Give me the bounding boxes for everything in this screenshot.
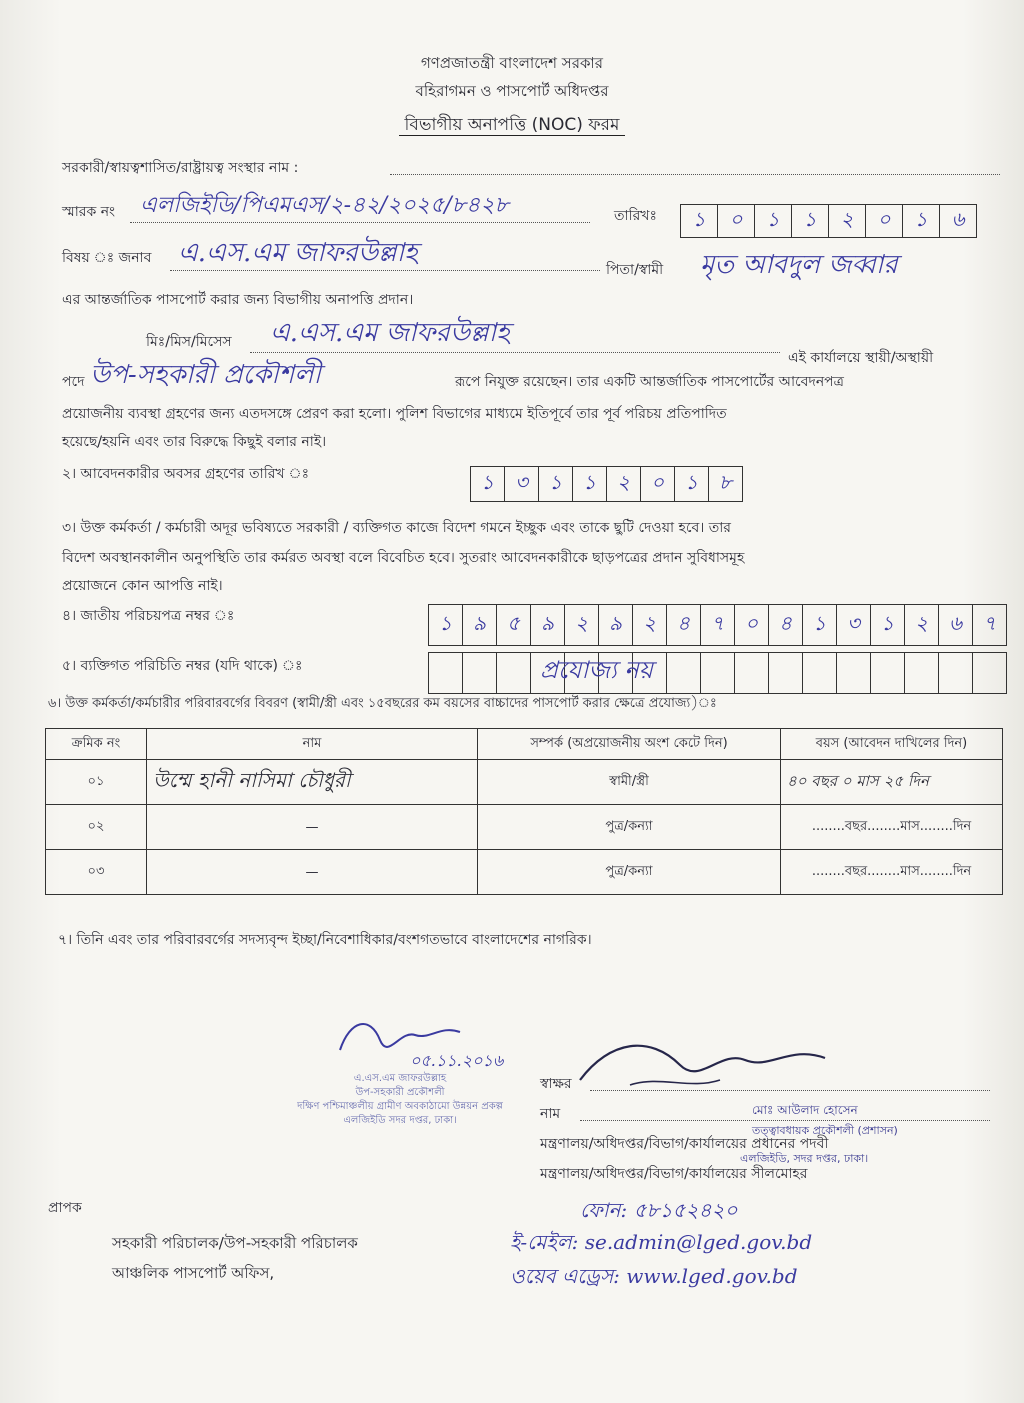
row-serial: ০২ [46,805,147,850]
dept-header: বহিরাগমন ও পাসপোর্ট অধিদপ্তর [415,82,609,100]
subject-line: এর আন্তর্জাতিক পাসপোর্ট করার জন্য বিভাগীয় অনাপত্তি প্রদান। [62,292,414,308]
item7: ৭। তিনি এবং তার পরিবারবর্গের সদস্যবৃন্দ ইচ্ছা/নিবেশাধিকার/বংশগতভাবে বাংলাদেশের নাগরিক। [58,932,592,948]
personal-id-box [667,653,701,693]
retirement-date-boxes [470,466,743,502]
date-label: তারিখঃ [614,208,657,224]
personal-id-box [905,653,939,693]
web: ওয়েব এড্রেস: www.lged.gov.bd [510,1264,798,1288]
row-serial: ০১ [46,760,147,805]
retire-digit-box: ১ [539,467,573,501]
row-relation: পুত্র/কন্যা [478,850,781,895]
para1-name-line [250,352,780,353]
para1-line4: হয়েছে/হয়নি এবং তার বিরুদ্ধে কিছুই বলার নাই। [62,434,327,450]
retire-digit-box: ২ [607,467,641,501]
post-label: পদে [62,374,85,390]
row-relation: পুত্র/কন্যা [478,805,781,850]
nid-digit-box: ৫ [497,605,531,645]
retire-digit-box: ৩ [505,467,539,501]
retire-digit-box: ১ [471,467,505,501]
memo-value: এলজিইডি/পিএমএস/২-৪২/২০২৫/৮৪২৮ [140,193,509,218]
stamp-line: উপ-সহকারী প্রকৌশলী [355,1087,445,1098]
col-age: বয়স (আবেদন দাখিলের দিন) [781,729,1003,760]
date-digit-box: ১ [681,205,718,237]
form-title-wrap [0,112,1024,140]
date-digit-box: ০ [866,205,903,237]
nid-digit-box: ২ [905,605,939,645]
office-line [390,174,1000,175]
para1-line3: প্রয়োজনীয় ব্যবস্থা গ্রহণের জন্য এতদসঙ্গে প্রেরণ করা হলো। পুলিশ বিভাগের মাধ্যমে ইতিপূর্বে তার পূর্ব পরিচয় প্রতিপাদিত [62,406,727,422]
personal-id-box [837,653,871,693]
seal-label: মন্ত্রণালয়/অধিদপ্তর/বিভাগ/কার্যালয়ের সীলমোহর [540,1166,808,1182]
row-name: — [147,805,478,850]
stamp-line: দক্ষিণ পশ্চিমাঞ্চলীয় গ্রামীণ অবকাঠামো উন্নয়ন প্রকল্প [297,1101,503,1112]
row-name: উম্মে হানী নাসিমা চৌধুরী [147,760,478,805]
personal-id-box [769,653,803,693]
govt-header: গণপ্রজাতন্ত্রী বাংলাদেশ সরকার [420,54,604,72]
personal-id-boxes [428,652,1007,694]
item3-line1: ৩। উক্ত কর্মকর্তা / কর্মচারী অদূর ভবিষ্যতে সরকারী / ব্যক্তিগত কাজে বিদেশ গমনে ইচ্ছুক এবং তাকে ছুটি দেওয়া হবে। তার [62,520,731,536]
col-serial: ক্রমিক নং [46,729,147,760]
row-serial: ০৩ [46,850,147,895]
form-title: বিভাগীয় অনাপত্তি (NOC) ফরম [399,115,626,136]
personal-id-box [701,653,735,693]
item5-value: প্রযোজ্য নয় [540,656,653,684]
table-row [46,760,1003,805]
family-table-header [46,729,1003,760]
email: ই-মেইল: se.admin@lged.gov.bd [510,1230,813,1254]
personal-id-box [735,653,769,693]
memo-label: স্মারক নং [62,204,116,220]
item3-line2: বিদেশ অবস্থানকালীন অনুপস্থিতি তার কর্মরত অবস্থা বলে বিবেচিত হবে। সুতরাং আবেদনকারীকে ছাড়পত্রের প্রদান সুবিধাসমূহ [62,550,745,566]
personal-id-box [803,653,837,693]
para1-name: এ.এস.এম জাফরউল্লাহ [270,318,510,348]
father-label: পিতা/স্বামী [606,262,664,278]
nid-digit-box: ১ [871,605,905,645]
nid-digit-box: ৭ [982,610,996,635]
date-digit-box: ০ [718,205,755,237]
name-line [170,270,600,271]
memo-line [130,222,590,223]
name-label: বিষয় ঃ জনাব [62,250,152,266]
table-row [46,805,1003,850]
para1-line2: রূপে নিযুক্ত রয়েছেন। তার একটি আন্তর্জাতিক পাসপোর্টের আবেদনপত্র [455,374,844,390]
item2-label: ২। আবেদনকারীর অবসর গ্রহণের তারিখ ঃ [62,466,310,482]
ministry-label: মন্ত্রণালয়/অধিদপ্তর/বিভাগ/কার্যালয়ের প্রধানের পদবী [540,1136,829,1152]
office-label: সরকারী/স্বায়ত্বশাসিত/রাষ্ট্রায়ত্ব সংস্থার নাম : [62,160,299,176]
father-value: মৃত আবদুল জব্বার [700,250,898,280]
post-value: উপ-সহকারী প্রকৌশলী [90,360,321,390]
nid-digit-box: ১ [803,605,837,645]
name-stamp: মোঃ আউলাদ হোসেন [752,1103,858,1117]
nid-boxes [428,604,1007,646]
nid-digit-box: ৪ [667,605,701,645]
row-age: ৪০ বছর ০ মাস ২৫ দিন [781,760,1003,805]
stamp-line: এলজিইডি সদর দপ্তর, ঢাকা। [343,1115,457,1126]
personal-id-box [973,653,1006,693]
retire-digit-box: ০ [641,467,675,501]
phone: ফোন: ৫৮১৫২৪২০ [580,1198,738,1222]
recipient-line1: সহকারী পরিচালক/উপ-সহকারী পরিচালক [112,1234,358,1252]
col-relation: সম্পর্ক (অপ্রয়োজনীয় অংশ কেটে দিন) [478,729,781,760]
applicant-sign-date: ০৫.১১.২০১৬ [410,1051,504,1070]
nid-digit-box: ৩ [837,605,871,645]
col-name: নাম [147,729,478,760]
nid-digit-box: ৬ [939,605,973,645]
para1-prefix: মিঃ/মিস/মিসেস [146,334,232,350]
row-age: ........বছর........মাস........দিন [781,805,1003,850]
sign-label: স্বাক্ষর [540,1076,572,1092]
stamp-line: এ.এস.এম জাফরউল্লাহ [353,1073,447,1084]
nid-digit-box: ২ [633,605,667,645]
applicant-stamp [290,1072,510,1128]
item6-label: ৬। উক্ত কর্মকর্তা/কর্মচারীর পরিবারবর্গের বিবরণ (স্বামী/স্ত্রী এবং ১৫বছরের কম বয়সের বাচ্চাদের পাসপোর্ট করার ক্ষেত্রে প্রযোজ্য)ঃ [48,696,717,711]
personal-id-box [871,653,905,693]
nid-digit-box: ৪ [769,605,803,645]
recipient-line2: আঞ্চলিক পাসপোর্ট অফিস, [112,1264,275,1282]
retire-digit-box: ১ [573,467,607,501]
row-relation: স্বামী/স্ত্রী [478,760,781,805]
item4-label: ৪। জাতীয় পরিচয়পত্র নম্বর ঃ [62,608,235,624]
row-age: ........বছর........মাস........দিন [781,850,1003,895]
personal-id-box [497,653,531,693]
date-digit-box: ১ [792,205,829,237]
sign-line [590,1090,990,1091]
table-row [46,850,1003,895]
nid-digit-box: ০ [735,605,769,645]
date-digit-box: ৬ [951,206,965,231]
date-digit-box: ২ [829,205,866,237]
nid-digit-box: ১ [429,605,463,645]
designation-stamp: তত্ত্বাবধায়ক প্রকৌশলী (প্রশাসন) [752,1124,898,1137]
name-label-auth: নাম [540,1106,561,1122]
date-digit-box: ১ [755,205,792,237]
retire-digit-box: ৮ [719,469,732,494]
seal-stamp: এলজিইডি, সদর দপ্তর, ঢাকা। [740,1152,869,1165]
nid-digit-box: ২ [565,605,599,645]
nid-digit-box: ৯ [599,605,633,645]
recipient-to: প্রাপক [48,1200,82,1216]
para1-suffix: এই কার্যালয়ে স্থায়ী/অস্থায়ী [788,350,934,366]
date-digit-box: ১ [903,205,940,237]
family-table [45,728,1003,895]
name-value: এ.এস.এম জাফরউল্লাহ [178,238,418,268]
row-name: — [147,850,478,895]
nid-digit-box: ৯ [531,605,565,645]
nid-digit-box: ৯ [463,605,497,645]
date-boxes [680,204,977,238]
nid-digit-box: ৭ [701,605,735,645]
retire-digit-box: ১ [675,467,709,501]
personal-id-box [429,653,463,693]
personal-id-box [463,653,497,693]
personal-id-box [939,653,973,693]
item5-label: ৫। ব্যক্তিগত পরিচিতি নম্বর (যদি থাকে) ঃ [62,658,303,674]
item3-line3: প্রয়োজনে কোন আপত্তি নাই। [62,578,223,594]
